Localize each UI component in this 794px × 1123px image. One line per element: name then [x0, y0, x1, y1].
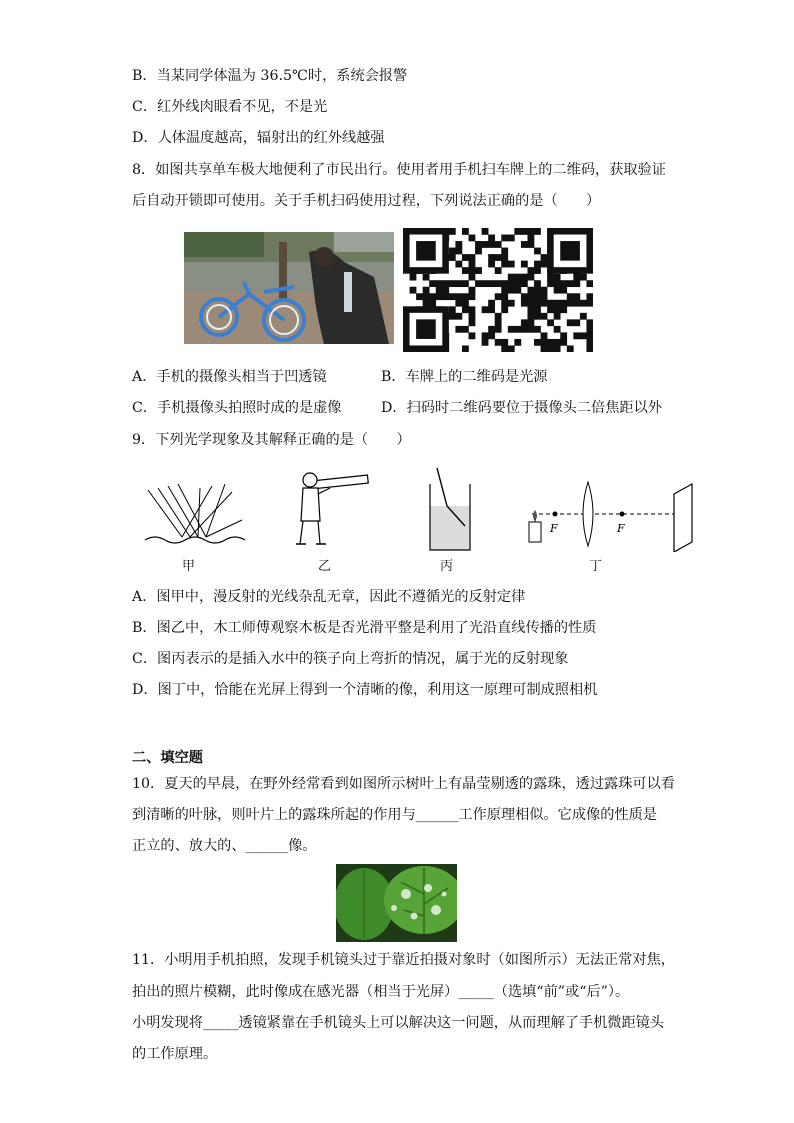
q9-option-a: A．图甲中，漫反射的光线杂乱无章，因此不遵循光的反射定律 — [132, 589, 526, 605]
q11-line4: 的工作原理。 — [132, 1046, 218, 1062]
q9-stem: 9．下列光学现象及其解释正确的是（ ） — [132, 432, 411, 448]
figure-diffuse-reflection — [140, 480, 250, 550]
figure-convex-lens — [522, 480, 698, 552]
q11-line2: 拍出的照片模糊，此时像成在感光器（相当于光屏）_____（选填“前”或“后”）。 — [132, 984, 630, 1000]
q10-line3: 正立的、放大的、______像。 — [132, 838, 317, 854]
focus-label-right: F — [617, 522, 625, 535]
q9-option-c: C．图丙表示的是插入水中的筷子向上弯折的情况，属于光的反射现象 — [132, 651, 569, 667]
q7-option-d: D．人体温度越高，辐射出的红外线越强 — [132, 130, 385, 146]
q9-option-b: B．图乙中，木工师傅观察木板是否光滑平整是利用了光沿直线传播的性质 — [132, 620, 597, 636]
q8-stem-line2: 后自动开锁即可使用。关于手机扫码使用过程，下列说法正确的是（ ） — [132, 193, 601, 209]
figure-carpenter — [290, 466, 372, 548]
qr-code-image — [403, 228, 593, 352]
q8-stem-line1: 8．如图共享单车极大地便利了市民出行。使用者用手机扫车牌上的二维码，获取验证 — [132, 162, 666, 178]
shared-bike-photo — [184, 232, 394, 344]
caption-jia: 甲 — [182, 559, 196, 574]
caption-yi: 乙 — [318, 559, 332, 574]
section-title-fill-in: 二、填空题 — [132, 750, 203, 766]
q9-option-d: D．图丁中，恰能在光屏上得到一个清晰的像，利用这一原理可制成照相机 — [132, 682, 598, 698]
q8-option-a: A．手机的摄像头相当于凹透镜 — [132, 369, 327, 385]
q7-option-b: B．当某同学体温为 36.5℃时，系统会报警 — [132, 68, 408, 84]
q11-line1: 11．小明用手机拍照，发现手机镜头过于靠近拍摄对象时（如图所示）无法正常对焦， — [132, 952, 675, 968]
focus-label-left: F — [550, 522, 558, 535]
q11-line3: 小明发现将_____透镜紧靠在手机镜头上可以解决这一问题，从而理解了手机微距镜头 — [132, 1015, 665, 1031]
figure-chopstick-in-water — [425, 466, 475, 552]
q10-line2: 到清晰的叶脉，则叶片上的露珠所起的作用与______工作原理相似。它成像的性质是 — [132, 807, 657, 823]
q8-option-b: B．车牌上的二维码是光源 — [381, 369, 548, 385]
q10-line1: 10．夏天的早晨，在野外经常看到如图所示树叶上有晶莹剔透的露珠，透过露珠可以看 — [132, 776, 675, 792]
caption-ding: 丁 — [589, 559, 603, 574]
caption-bing: 丙 — [440, 559, 454, 574]
q8-option-d: D．扫码时二维码要位于摄像头二倍焦距以外 — [381, 400, 662, 416]
leaf-dew-photo — [336, 864, 457, 942]
q7-option-c: C．红外线肉眼看不见，不是光 — [132, 99, 328, 115]
q8-option-c: C．手机摄像头拍照时成的是虚像 — [132, 400, 342, 416]
